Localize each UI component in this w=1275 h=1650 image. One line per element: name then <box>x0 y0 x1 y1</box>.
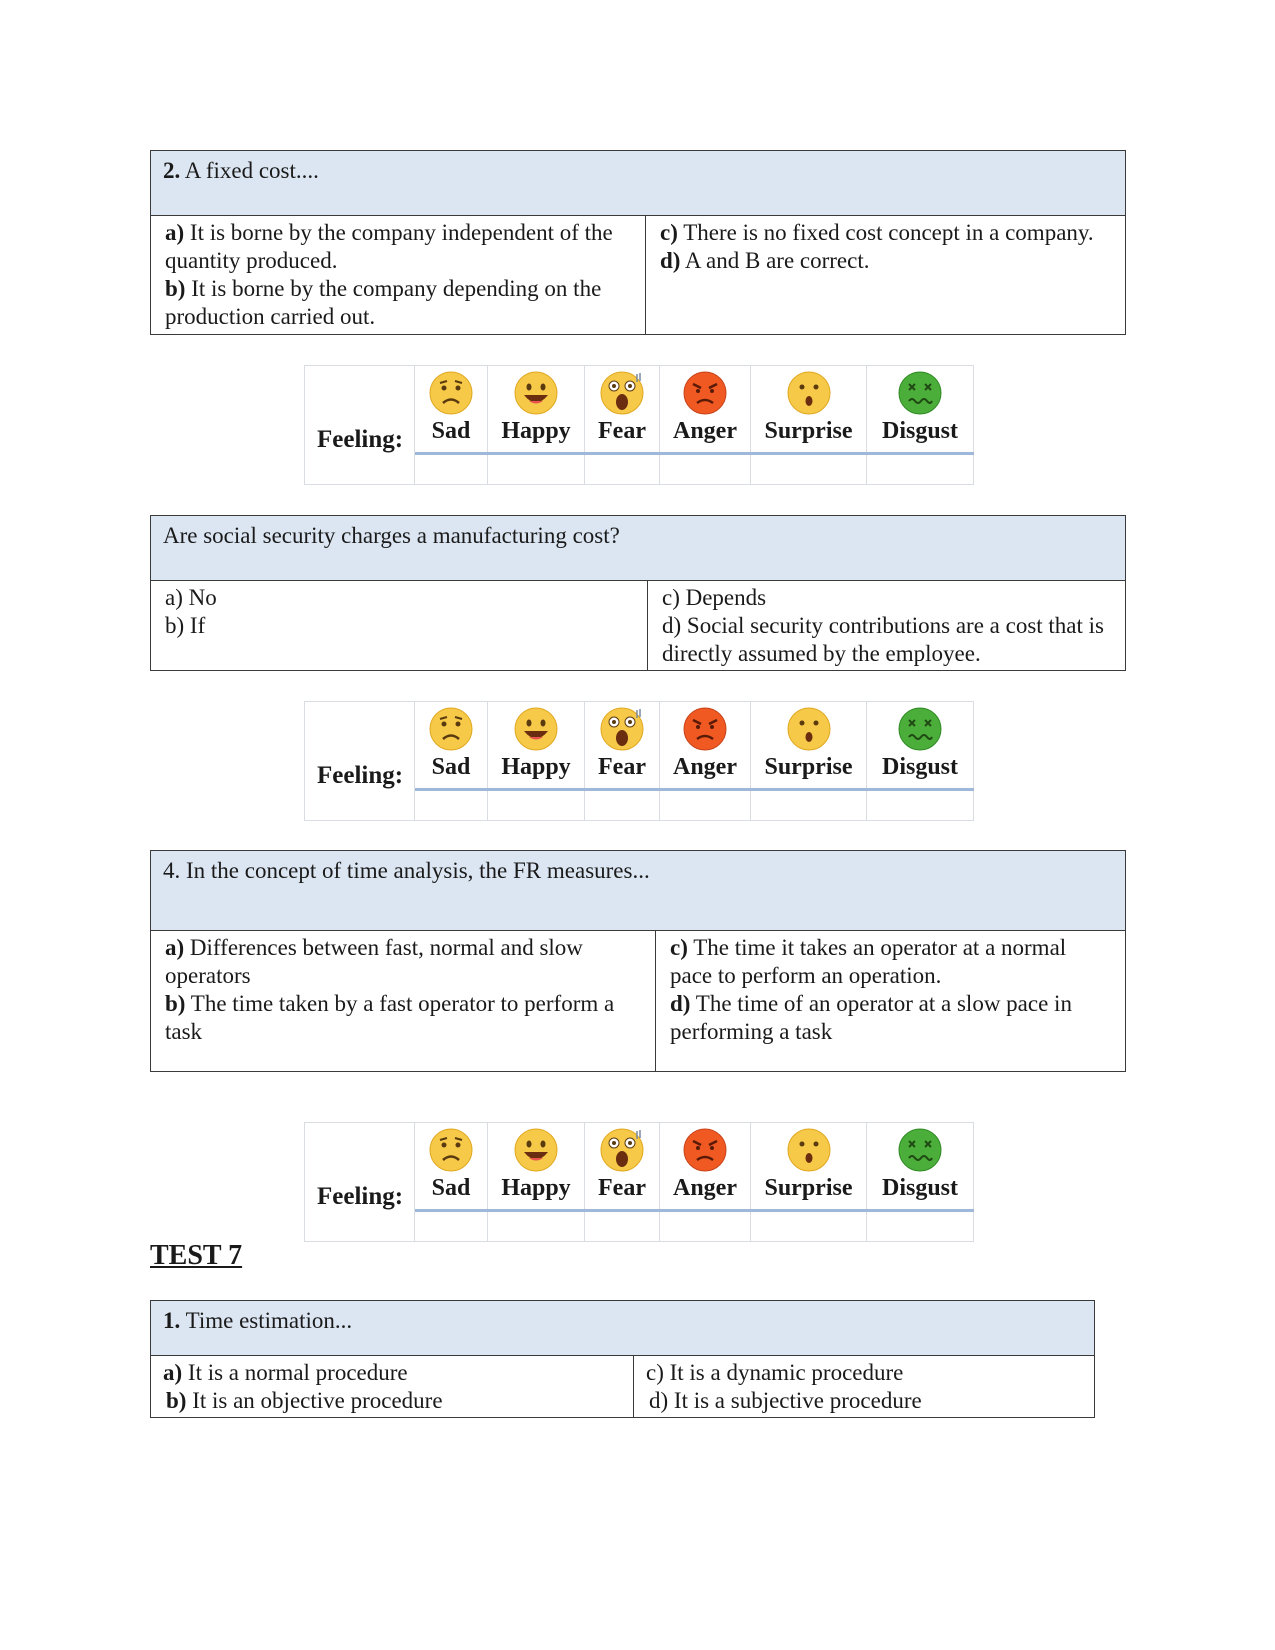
surprise-face-icon <box>786 1127 832 1173</box>
anger-face-icon <box>682 1127 728 1173</box>
question-4-box <box>150 850 1126 1072</box>
feeling-option-disgust[interactable] <box>867 1123 973 1241</box>
option-a-tag: a) <box>165 935 185 960</box>
feeling-option-label: Anger <box>673 1175 737 1201</box>
divider <box>488 452 585 455</box>
option-b-tag: b) <box>165 991 186 1016</box>
feeling-option-anger[interactable] <box>660 1123 751 1241</box>
feeling-option-label: Sad <box>431 1175 471 1201</box>
feeling-table <box>304 1122 974 1242</box>
disgust-face-icon <box>897 1127 943 1173</box>
option-d-text: The time of an operator at a slow pace in performing a task <box>670 991 1072 1044</box>
option-b-text: It is an objective procedure <box>186 1388 443 1413</box>
feeling-label: Feeling: <box>317 762 404 789</box>
feeling-label: Feeling: <box>317 426 404 453</box>
feeling-option-label: Anger <box>673 754 737 780</box>
feeling-option-surprise[interactable] <box>751 366 867 484</box>
divider <box>660 452 751 455</box>
option-a-text: It is a normal procedure <box>182 1360 408 1385</box>
question-4-header <box>151 851 1125 931</box>
divider <box>585 788 660 791</box>
divider <box>867 1209 974 1212</box>
question-3-box <box>150 515 1126 671</box>
divider <box>488 1209 585 1212</box>
option-a[interactable] <box>163 1359 619 1387</box>
question-3-options-right <box>648 581 1124 670</box>
test7-question-1-number: 1. <box>163 1308 181 1333</box>
feeling-option-label: Surprise <box>764 418 853 444</box>
question-2-header <box>151 151 1125 216</box>
option-b-text: The time taken by a fast operator to perform a task <box>165 991 615 1044</box>
feeling-label-cell <box>305 702 415 820</box>
option-a-tag: a) <box>165 220 185 245</box>
feeling-option-anger[interactable] <box>660 366 751 484</box>
option-c[interactable] <box>660 219 1110 247</box>
feeling-option-disgust[interactable] <box>867 702 973 820</box>
option-b[interactable]: b) If <box>165 613 206 638</box>
feeling-option-label: Sad <box>431 754 471 780</box>
option-d[interactable]: d) It is a subjective procedure <box>649 1388 922 1413</box>
happy-face-icon <box>513 370 559 416</box>
divider <box>415 452 488 455</box>
option-c-text: There is no fixed cost concept in a company. <box>677 220 1094 245</box>
surprise-face-icon <box>786 706 832 752</box>
question-4-title: In the concept of time analysis, the FR measures... <box>180 858 650 883</box>
option-c-tag: c) <box>660 220 678 245</box>
option-d-tag: d) <box>670 991 691 1016</box>
divider <box>660 1209 751 1212</box>
fear-face-icon <box>599 1127 645 1173</box>
option-c[interactable]: c) Depends <box>662 585 767 610</box>
question-4-options-left <box>151 931 656 1071</box>
section-heading: TEST 7 <box>150 1240 243 1271</box>
question-2-title: A fixed cost.... <box>180 158 319 183</box>
sad-face-icon <box>428 1127 474 1173</box>
option-b[interactable] <box>165 990 641 1046</box>
feeling-option-fear[interactable] <box>585 1123 660 1241</box>
feeling-option-label: Disgust <box>881 418 959 444</box>
feeling-option-label: Anger <box>673 418 737 444</box>
divider <box>751 788 867 791</box>
anger-face-icon <box>682 706 728 752</box>
divider <box>415 1209 488 1212</box>
feeling-option-sad[interactable] <box>415 366 488 484</box>
feeling-option-happy[interactable] <box>488 366 585 484</box>
feeling-option-fear[interactable] <box>585 366 660 484</box>
option-a-text: Differences between fast, normal and slow operators <box>165 935 583 988</box>
feeling-option-label: Surprise <box>764 1175 853 1201</box>
option-b-tag: b) <box>166 1388 187 1413</box>
option-d[interactable] <box>670 990 1110 1046</box>
divider <box>585 452 660 455</box>
option-d-text: A and B are correct. <box>680 248 870 273</box>
feeling-option-happy[interactable] <box>488 702 585 820</box>
sad-face-icon <box>428 370 474 416</box>
question-3-header <box>151 516 1125 581</box>
feeling-option-label: Happy <box>501 754 571 780</box>
feeling-option-disgust[interactable] <box>867 366 973 484</box>
option-a-tag: a) <box>163 1360 183 1385</box>
feeling-option-surprise[interactable] <box>751 1123 867 1241</box>
anger-face-icon <box>682 370 728 416</box>
feeling-option-label: Happy <box>501 1175 571 1201</box>
option-a[interactable] <box>165 934 641 990</box>
feeling-option-label: Sad <box>431 418 471 444</box>
question-4-options-right <box>656 931 1124 1071</box>
option-b-tag: b) <box>165 276 186 301</box>
divider <box>415 788 488 791</box>
option-b[interactable] <box>165 275 631 331</box>
feeling-option-label: Happy <box>501 418 571 444</box>
question-2-number: 2. <box>163 158 181 183</box>
test7-question-1-options-right <box>634 1356 1093 1417</box>
divider <box>751 1209 867 1212</box>
feeling-option-fear[interactable] <box>585 702 660 820</box>
divider <box>867 452 974 455</box>
fear-face-icon <box>599 370 645 416</box>
divider <box>660 788 751 791</box>
sad-face-icon <box>428 706 474 752</box>
feeling-option-sad[interactable] <box>415 1123 488 1241</box>
option-b[interactable] <box>163 1387 619 1415</box>
feeling-option-label: Fear <box>598 754 646 780</box>
option-d[interactable]: d) Social security contributions are a cost that is directly assumed by the employee. <box>662 613 1104 666</box>
divider <box>751 452 867 455</box>
feeling-option-surprise[interactable] <box>751 702 867 820</box>
test7-question-1-title: Time estimation... <box>180 1308 353 1333</box>
question-2-options-right <box>646 216 1124 334</box>
feeling-option-label: Surprise <box>764 754 853 780</box>
question-3-title: Are social security charges a manufacturing cost? <box>163 523 620 548</box>
disgust-face-icon <box>897 706 943 752</box>
option-b-text: It is borne by the company depending on the production carried out. <box>165 276 602 329</box>
question-2-box <box>150 150 1126 335</box>
feeling-option-anger[interactable] <box>660 702 751 820</box>
feeling-option-happy[interactable] <box>488 1123 585 1241</box>
disgust-face-icon <box>897 370 943 416</box>
feeling-table <box>304 365 974 485</box>
happy-face-icon <box>513 706 559 752</box>
option-c[interactable]: c) It is a dynamic procedure <box>646 1360 904 1385</box>
option-a[interactable]: a) No <box>165 585 217 610</box>
divider <box>585 1209 660 1212</box>
option-c[interactable] <box>670 934 1110 990</box>
fear-face-icon <box>599 706 645 752</box>
option-a-text: It is borne by the company independent of the quantity produced. <box>165 220 613 273</box>
feeling-option-label: Fear <box>598 1175 646 1201</box>
test7-question-1-options-left <box>151 1356 634 1417</box>
feeling-label-cell <box>305 1123 415 1241</box>
question-4-number: 4. <box>163 858 181 883</box>
option-c-tag: c) <box>670 935 688 960</box>
option-c-text: The time it takes an operator at a normal pace to perform an operation. <box>670 935 1067 988</box>
question-3-options-left <box>151 581 648 670</box>
feeling-option-sad[interactable] <box>415 702 488 820</box>
happy-face-icon <box>513 1127 559 1173</box>
option-a[interactable] <box>165 219 631 275</box>
test7-question-1-box <box>150 1300 1095 1418</box>
feeling-option-label: Fear <box>598 418 646 444</box>
feeling-label: Feeling: <box>317 1183 404 1210</box>
divider <box>867 788 974 791</box>
feeling-option-label: Disgust <box>881 1175 959 1201</box>
feeling-label-cell <box>305 366 415 484</box>
feeling-option-label: Disgust <box>881 754 959 780</box>
option-d[interactable] <box>660 247 1110 275</box>
test7-question-1-header <box>151 1301 1094 1356</box>
option-d-tag: d) <box>660 248 681 273</box>
feeling-table <box>304 701 974 821</box>
divider <box>488 788 585 791</box>
surprise-face-icon <box>786 370 832 416</box>
question-2-options-left <box>151 216 646 334</box>
